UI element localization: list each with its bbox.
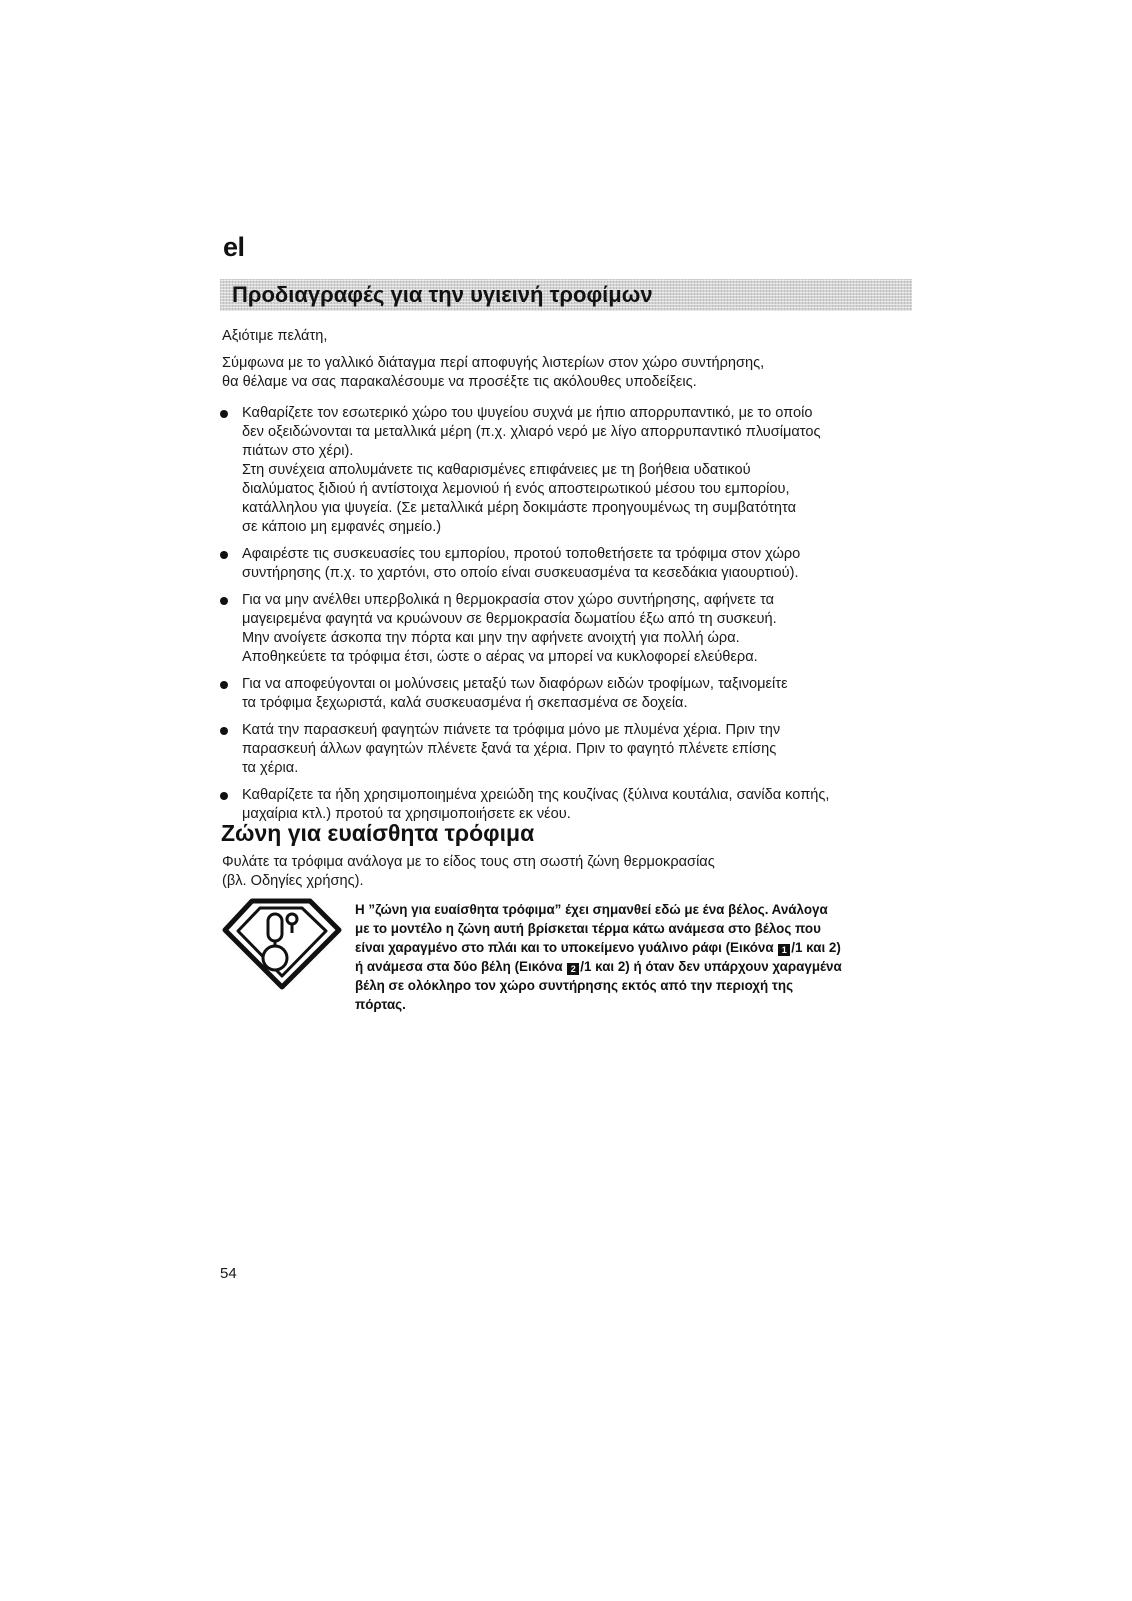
- note-line: με το μοντέλο η ζώνη αυτή βρίσκεται τέρμα κάτω ανάμεσα στο βέλος που: [355, 921, 821, 936]
- note-text-segment: ή ανάμεσα στα δύο βέλη (Εικόνα: [355, 959, 567, 974]
- bullet-item: [220, 545, 920, 583]
- bullet-line: τα χέρια.: [242, 760, 299, 776]
- bullet-line: Αφαιρέστε τις συσκευασίες του εμπορίου, προτού τοποθετήσετε τα τρόφιμα στον χώρο: [242, 546, 801, 562]
- bullet-line: Κατά την παρασκευή φαγητών πιάνετε τα τρόφιμα μόνο με πλυμένα χέρια. Πριν την: [242, 722, 781, 738]
- title-banner: [220, 279, 912, 311]
- bullet-line: Μην ανοίγετε άσκοπα την πόρτα και μην την αφήνετε ανοιχτή για πολλή ώρα.: [242, 630, 740, 646]
- greeting: Αξιότιμε πελάτη,: [222, 328, 328, 344]
- bullet-line: Στη συνέχεια απολυμάνετε τις καθαρισμένες επιφάνειες με τη βοήθεια υδατικού: [242, 462, 751, 478]
- bullet-line: δεν οξειδώνονται τα μεταλλικά μέρη (π.χ. χλιαρό νερό με λίγο απορρυπαντικό πλυσίματος: [242, 424, 821, 440]
- bullet-dot-icon: [220, 597, 228, 605]
- bullet-item: [220, 786, 920, 824]
- bullet-line: τα τρόφιμα ξεχωριστά, καλά συσκευασμένα ή σκεπασμένα σε δοχεία.: [242, 695, 688, 711]
- bullet-item: [220, 721, 920, 778]
- hygiene-bullet-list: [220, 404, 920, 832]
- bullet-dot-icon: [220, 410, 228, 418]
- bullet-line: διαλύματος ξιδιού ή αντίστοιχα λεμονιού ή ενός αποστειρωτικού μέσου του εμπορίου,: [242, 481, 790, 497]
- bullet-line: Καθαρίζετε τα ήδη χρησιμοποιημένα χρειώδη της κουζίνας (ξύλινα κουτάλια, σανίδα κοπής,: [242, 787, 830, 803]
- note-line: [355, 957, 842, 976]
- bullet-item: [220, 675, 920, 713]
- bullet-line: μαχαίρια κτλ.) προτού τα χρησιμοποιήσετε εκ νέου.: [242, 806, 571, 822]
- section-paragraph: [222, 853, 715, 891]
- section-line: (βλ. Οδηγίες χρήσης).: [222, 873, 364, 889]
- section-heading: Ζώνη για ευαίσθητα τρόφιμα: [221, 820, 535, 846]
- bullet-line: παρασκευή άλλων φαγητών πλένετε ξανά τα χέρια. Πριν το φαγητό πλένετε επίσης: [242, 741, 777, 757]
- bullet-dot-icon: [220, 727, 228, 735]
- bullet-dot-icon: [220, 551, 228, 559]
- page-title: Προδιαγραφές για την υγιεινή τροφίμων: [232, 282, 653, 307]
- bullet-item: [220, 591, 920, 667]
- figure-reference-2: 2: [567, 963, 579, 975]
- bullet-line: συντήρησης (π.χ. το χαρτόνι, στο οποίο είναι συσκευασμένα τα κεσεδάκια γιαουρτιού).: [242, 565, 799, 581]
- language-code: el: [223, 232, 245, 262]
- bullet-line: Για να αποφεύγονται οι μολύνσεις μεταξύ των διαφόρων ειδών τροφίμων, ταξινομείτε: [242, 676, 788, 692]
- section-line: Φυλάτε τα τρόφιμα ανάλογα με το είδος τους στη σωστή ζώνη θερμοκρασίας: [222, 854, 715, 870]
- bullet-line: πιάτων στο χέρι).: [242, 443, 354, 459]
- note-line: βέλη σε ολόκληρο τον χώρο συντήρησης εκτός από την περιοχή της: [355, 978, 794, 993]
- page-number: 54: [220, 1265, 237, 1282]
- bullet-line: σε κάποιο μη εμφανές σημείο.): [242, 519, 442, 535]
- bullet-line: Για να μην ανέλθει υπερβολικά η θερμοκρασία στον χώρο συντήρησης, αφήνετε τα: [242, 592, 775, 608]
- intro-paragraph: [222, 354, 764, 392]
- figure-reference-1: 1: [778, 944, 790, 956]
- note-text-segment: /1 και 2): [791, 940, 841, 955]
- note-line: Η ”ζώνη για ευαίσθητα τρόφιμα” έχει σημανθεί εδώ με ένα βέλος. Ανάλογα: [355, 902, 828, 917]
- intro-line: θα θέλαμε να σας παρακαλέσουμε να προσέξτε τις ακόλουθες υποδείξεις.: [222, 374, 697, 390]
- intro-line: Σύμφωνα με το γαλλικό διάταγμα περί αποφυγής λιστερίων στον χώρο συντήρησης,: [222, 355, 765, 371]
- bullet-line: κατάλληλου για ψυγεία. (Σε μεταλλικά μέρη δοκιμάστε προηγουμένως τη συμβατότητα: [242, 500, 797, 516]
- bullet-dot-icon: [220, 792, 228, 800]
- bullet-line: Αποθηκεύετε τα τρόφιμα έτσι, ώστε ο αέρας να μπορεί να κυκλοφορεί ελεύθερα.: [242, 649, 758, 665]
- note-line: πόρτας.: [355, 997, 406, 1012]
- zone-note: [355, 900, 842, 1014]
- bullet-line: Καθαρίζετε τον εσωτερικό χώρο του ψυγείου συχνά με ήπιο απορρυπαντικό, με το οποίο: [242, 405, 813, 421]
- bullet-dot-icon: [220, 681, 228, 689]
- note-line: [355, 938, 842, 957]
- note-text-segment: /1 και 2) ή όταν δεν υπάρχουν χαραγμένα: [580, 959, 842, 974]
- bullet-line: μαγειρεμένα φαγητά να κρυώνουν σε θερμοκρασία δωματίου έξω από τη συσκευή.: [242, 611, 777, 627]
- note-text-segment: είναι χαραγμένο στο πλάι και το υποκείμενο γυάλινο ράφι (Εικόνα: [355, 940, 778, 955]
- bullet-item: [220, 404, 920, 537]
- sensitive-food-zone-symbol-icon: [222, 898, 342, 990]
